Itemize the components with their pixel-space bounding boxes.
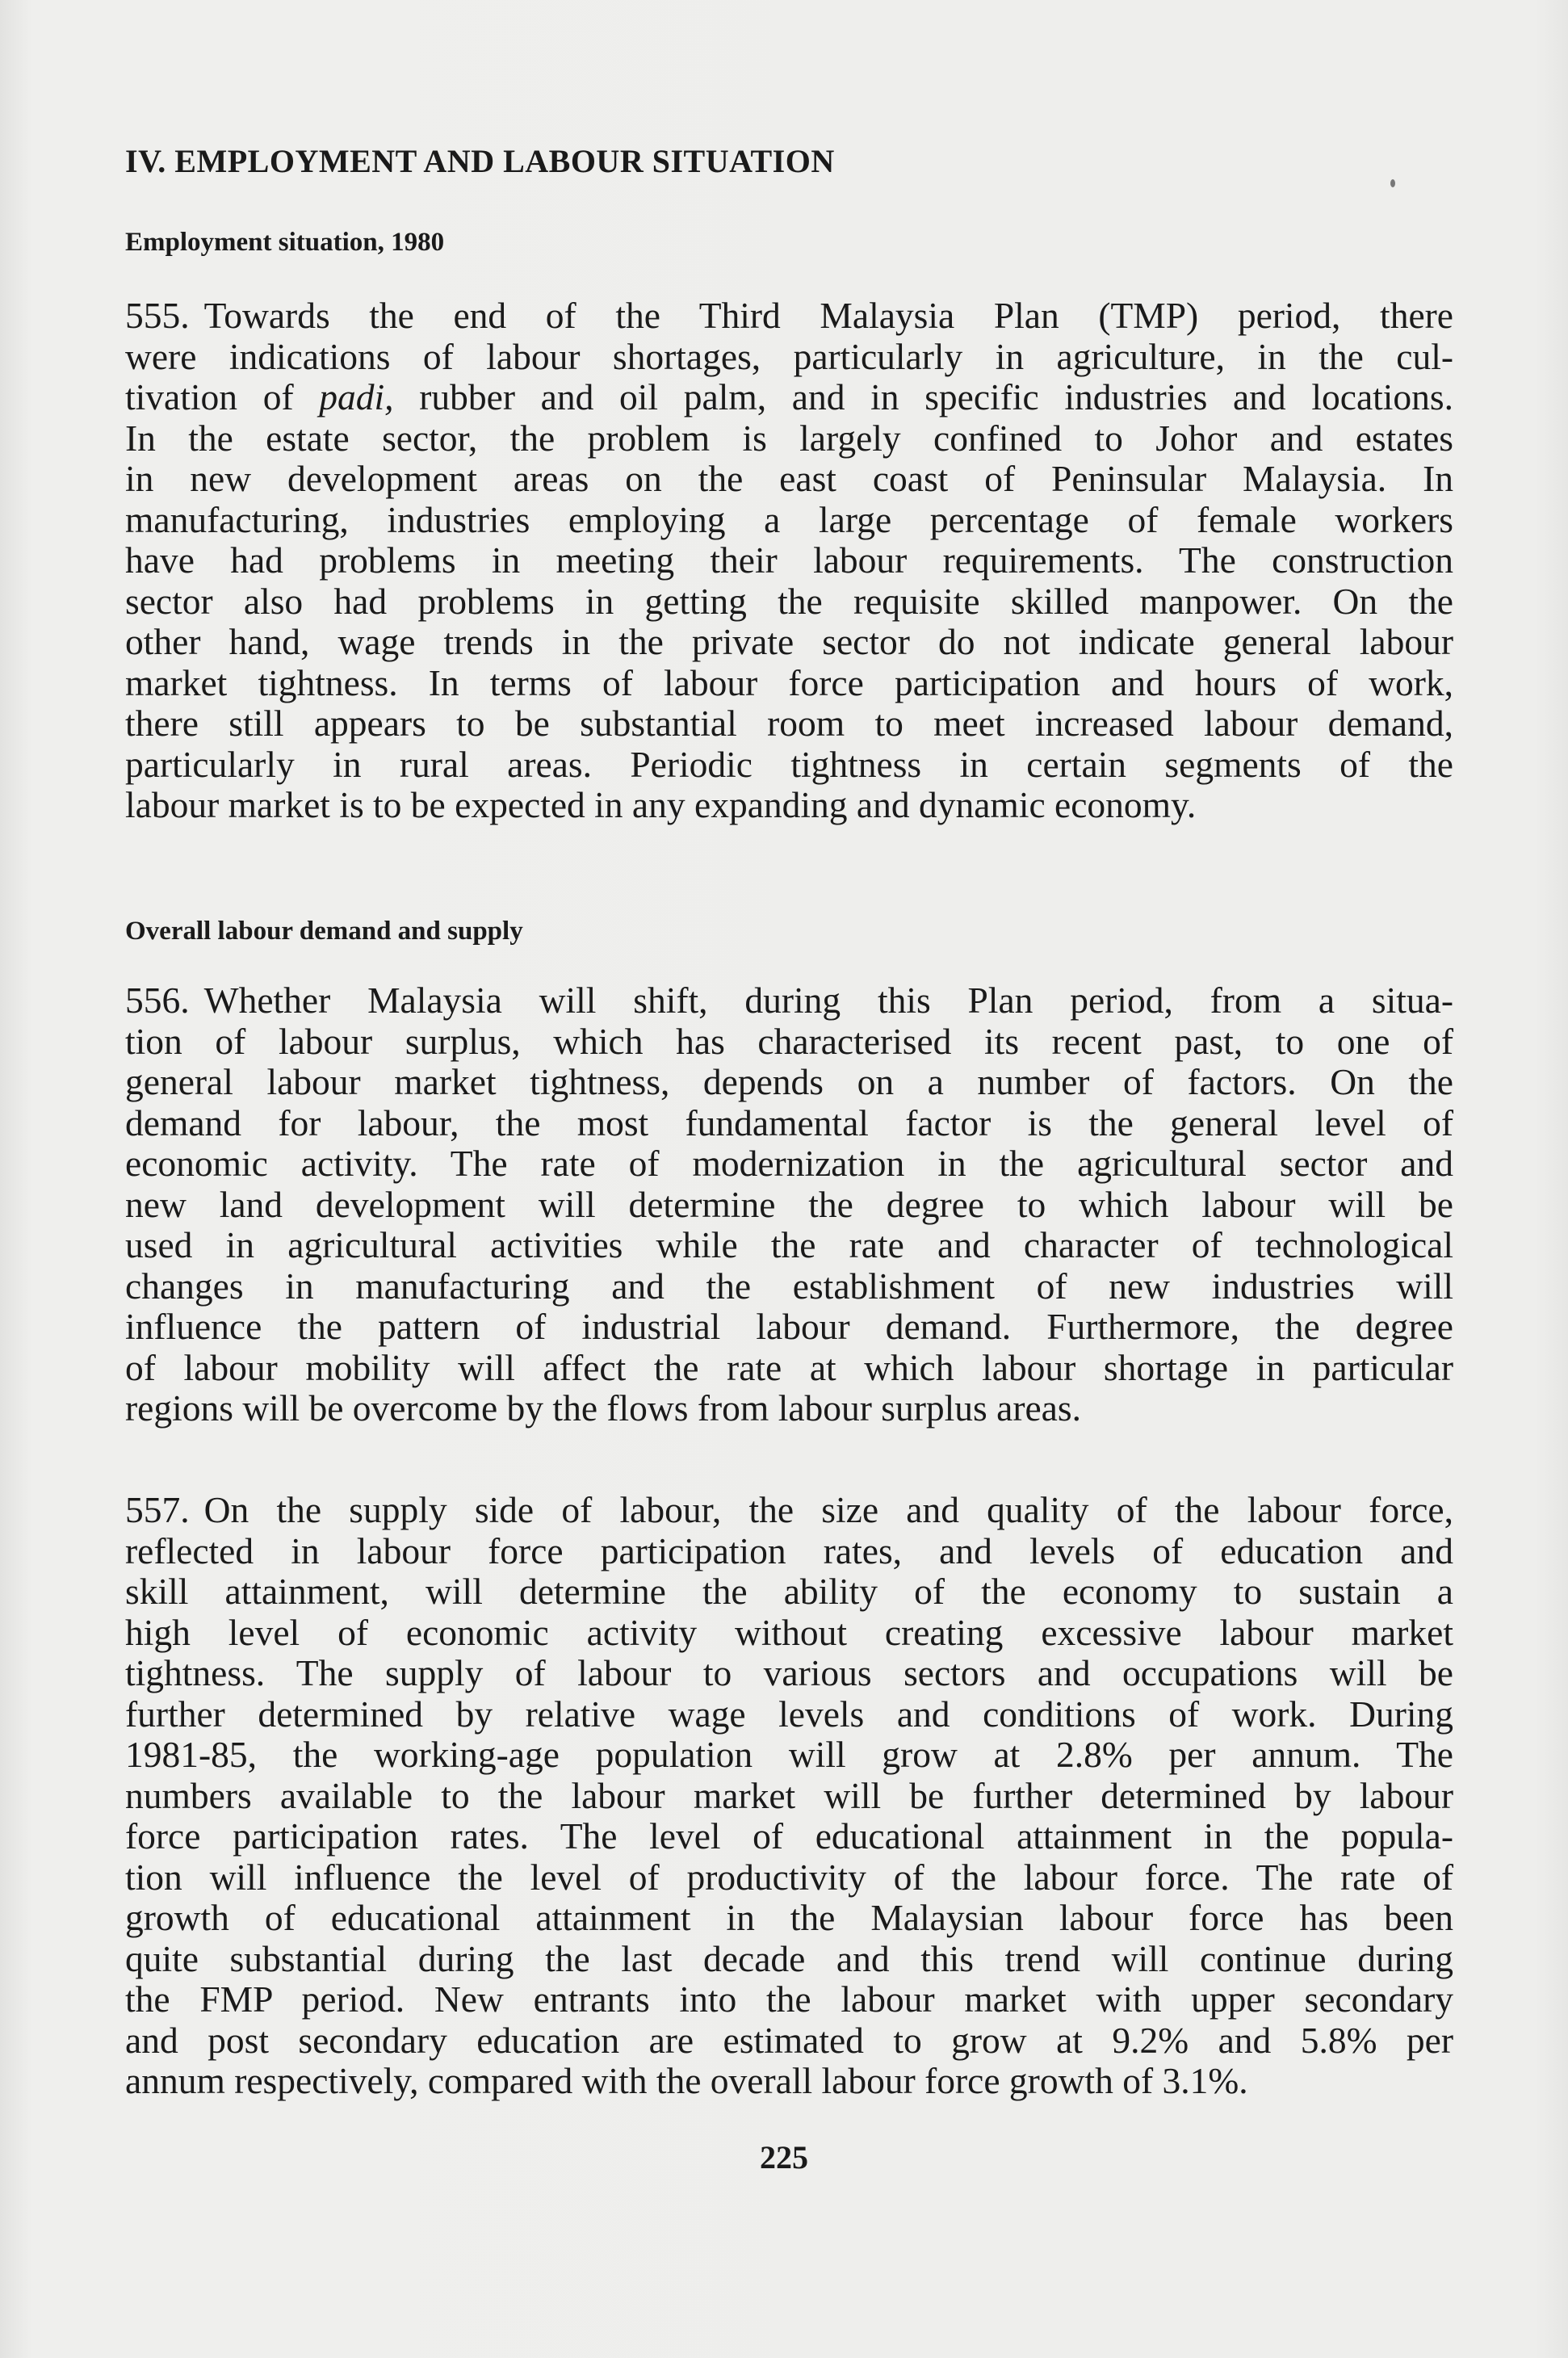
paragraph-line: force participation rates. The level of educational attainment in the popula- — [125, 1815, 1453, 1857]
paragraph-line: changes in manufacturing and the establishment of new industries will — [125, 1265, 1453, 1307]
paragraph-line: further determined by relative wage levels and conditions of work. During — [125, 1693, 1453, 1735]
ink-speck — [1390, 179, 1395, 187]
paragraph-line: influence the pattern of industrial labour demand. Furthermore, the degree — [125, 1306, 1453, 1347]
paragraph-line: In the estate sector, the problem is largely confined to Johor and estates — [125, 417, 1453, 459]
paragraph-line: reflected in labour force participation rates, and levels of education and — [125, 1529, 1453, 1571]
paragraph-line: tion will influence the level of productivity of the labour force. The rate of — [125, 1856, 1453, 1898]
paragraph-line: demand for labour, the most fundamental factor is the general level of — [125, 1101, 1453, 1143]
paragraph-line: in new development areas on the east coast of Peninsular Malaysia. In — [125, 458, 1453, 499]
paragraph-line: numbers available to the labour market will be further determined by labour — [125, 1774, 1453, 1816]
subsection-title-labour-demand-supply: Overall labour demand and supply — [125, 917, 523, 946]
paragraph-line: 557. On the supply side of labour, the size and quality of the labour force, — [125, 1489, 1453, 1530]
paragraph-line: labour market is to be expected in any expanding and dynamic economy. — [125, 784, 1197, 825]
paragraph-line: of labour mobility will affect the rate at which labour shortage in particular — [125, 1346, 1453, 1388]
paragraph-line: were indications of labour shortages, particularly in agriculture, in the cul- — [125, 335, 1453, 377]
paragraph-line: market tightness. In terms of labour force participation and hours of work, — [125, 661, 1453, 703]
paragraph-line: the FMP period. New entrants into the labour market with upper secondary — [125, 1978, 1453, 2020]
paragraph-line: economic activity. The rate of modernization in the agricultural sector and — [125, 1143, 1453, 1184]
paragraph-line: tivation of padi, rubber and oil palm, and in specific industries and locations. — [125, 376, 1454, 417]
paragraph-line: 1981-85, the working-age population will grow at 2.8% per annum. The — [125, 1734, 1453, 1775]
paragraph-line: quite substantial during the last decade and this trend will continue during — [125, 1937, 1453, 1979]
paragraph-number: 555. — [125, 295, 190, 336]
paragraph-number: 557. — [125, 1489, 190, 1530]
paragraph-line: particularly in rural areas. Periodic tightness in certain segments of the — [125, 743, 1453, 785]
paragraph-line: there still appears to be substantial room to meet increased labour demand, — [125, 703, 1453, 744]
paragraph-line: annum respectively, compared with the overall labour force growth of 3.1%. — [125, 2060, 1248, 2101]
paragraph-line: new land development will determine the degree to which labour will be — [125, 1183, 1453, 1225]
subsection-title-employment-situation: Employment situation, 1980 — [125, 228, 445, 257]
paragraph-number: 556. — [125, 980, 190, 1021]
section-title: IV. EMPLOYMENT AND LABOUR SITUATION — [125, 143, 835, 179]
paragraph-line: general labour market tightness, depends on a number of factors. On the — [125, 1061, 1453, 1102]
paragraph-line: 556. Whether Malaysia will shift, during this Plan period, from a situa- — [125, 980, 1453, 1021]
paragraph-line: other hand, wage trends in the private sector do not indicate general labour — [125, 621, 1453, 662]
page-number: 225 — [760, 2139, 808, 2175]
paragraph-555 — [125, 296, 1453, 826]
paragraph-line: tion of labour surplus, which has characterised its recent past, to one of — [125, 1020, 1453, 1062]
paragraph-line: have had problems in meeting their labour requirements. The construction — [125, 539, 1453, 581]
paragraph-line: growth of educational attainment in the Malaysian labour force has been — [125, 1897, 1453, 1938]
italic-term: padi, — [319, 376, 394, 417]
paragraph-line: high level of economic activity without creating excessive labour market — [125, 1611, 1453, 1653]
paragraph-line: used in agricultural activities while the rate and character of technological — [125, 1224, 1453, 1265]
paragraph-line: skill attainment, will determine the ability of the economy to sustain a — [125, 1571, 1453, 1612]
paragraph-557 — [125, 1490, 1453, 2102]
paragraph-line: and post secondary education are estimated to grow at 9.2% and 5.8% per — [125, 2019, 1453, 2061]
paragraph-556 — [125, 980, 1453, 1429]
paragraph-line: manufacturing, industries employing a large percentage of female workers — [125, 498, 1453, 540]
paragraph-line: sector also had problems in getting the requisite skilled manpower. On the — [125, 580, 1453, 622]
paragraph-line: tightness. The supply of labour to various sectors and occupations will be — [125, 1652, 1453, 1693]
paragraph-line: 555. Towards the end of the Third Malaysia Plan (TMP) period, there — [125, 295, 1453, 336]
paragraph-line: regions will be overcome by the flows from labour surplus areas. — [125, 1387, 1081, 1429]
